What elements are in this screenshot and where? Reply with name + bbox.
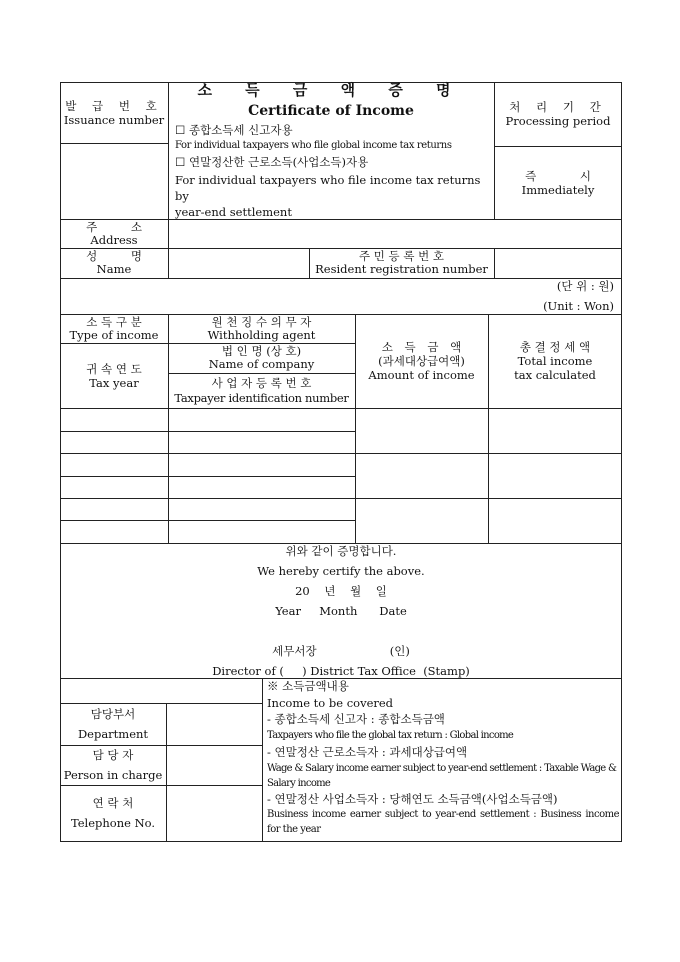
certify-english: We hereby certify the above. bbox=[257, 564, 425, 578]
director-korean: 세무서장 (인) bbox=[272, 644, 410, 658]
note-wage-korean: - 연말정산 근로소득자 : 과세대상급여액 bbox=[267, 745, 468, 759]
note-global-english: Taxpayers who file the global tax return : Global income bbox=[267, 729, 514, 741]
table-row[interactable] bbox=[60, 408, 622, 453]
note-wage-english: Wage & Salary income earner subject to year-end settlement : Taxable Wage & Salary income bbox=[267, 762, 617, 789]
issuance-number-label: 발 급 번 호 Issuance number bbox=[63, 98, 165, 127]
issuance-number-field[interactable] bbox=[60, 143, 168, 219]
notes-title-korean: ※ 소득금액내용 bbox=[267, 679, 349, 693]
person-in-charge-field[interactable] bbox=[166, 745, 262, 785]
type-of-income-header: 소 득 구 분 Type of income bbox=[69, 314, 159, 342]
date-english: Year Month Date bbox=[275, 604, 407, 618]
address-field[interactable] bbox=[168, 219, 622, 248]
tax-year-header: 귀 속 연 도 Tax year bbox=[86, 361, 142, 390]
date-korean: 20 년 월 일 bbox=[295, 584, 387, 598]
withholding-agent-header: 원 천 징 수 의 무 자 Withholding agent bbox=[207, 314, 316, 342]
tin-header: 사 업 자 등 록 번 호 Taxpayer identification number bbox=[174, 375, 349, 405]
person-in-charge-label: 담 당 자 Person in charge bbox=[63, 748, 163, 782]
amount-of-income-header: 소 득 금 액 (과세대상급여액) Amount of income bbox=[368, 340, 475, 382]
department-field[interactable] bbox=[166, 703, 262, 745]
telephone-field[interactable] bbox=[166, 785, 262, 841]
processing-period-label: 처 리 기 간 Processing period bbox=[505, 100, 611, 128]
title-english: Certificate of Income bbox=[248, 103, 414, 119]
notes-title-english: Income to be covered bbox=[267, 695, 394, 710]
title-korean: 소 득 금 액 증 명 bbox=[197, 81, 465, 99]
rrn-label: 주 민 등 록 번 호 Resident registration number bbox=[315, 249, 488, 276]
option-global-income-en: For individual taxpayers who file global income tax returns bbox=[175, 140, 452, 151]
option-year-end-en: For individual taxpayers who file income tax returns by year-end settlement bbox=[175, 173, 481, 219]
option-year-end-checkbox[interactable]: ☐ 연말정산한 근로소득(사업소득)자용 bbox=[175, 155, 369, 169]
director-english: Director of ( ) District Tax Office (Stamp) bbox=[212, 664, 470, 678]
telephone-label: 연 락 처 Telephone No. bbox=[70, 796, 156, 830]
total-tax-header: 총 결 정 세 액 Total income tax calculated bbox=[514, 340, 596, 382]
rrn-field[interactable] bbox=[494, 248, 622, 278]
table-row[interactable] bbox=[60, 498, 622, 543]
address-label: 주 소 Address bbox=[86, 219, 142, 247]
unit-korean: (단 위 : 원) bbox=[556, 279, 614, 293]
processing-period-value: 즉 시 Immediately bbox=[521, 168, 595, 197]
certify-korean: 위와 같이 증명합니다. bbox=[285, 544, 397, 558]
note-global-korean: - 종합소득세 신고자 : 종합소득금액 bbox=[267, 712, 445, 726]
option-global-income-checkbox[interactable]: ☐ 종합소득세 신고자용 bbox=[175, 123, 293, 137]
name-label: 성 명 Name bbox=[86, 249, 142, 276]
income-notes bbox=[267, 678, 619, 837]
unit-english: (Unit : Won) bbox=[543, 299, 614, 313]
company-name-header: 법 인 명 (상 호) Name of company bbox=[208, 344, 315, 371]
note-business-korean: - 연말정산 사업소득자 : 당해연도 소득금액(사업소득금액) bbox=[267, 791, 558, 806]
table-row[interactable] bbox=[60, 453, 622, 498]
note-business-english: Business income earner subject to year-end settlement : Business income for the year bbox=[267, 809, 619, 835]
name-field[interactable] bbox=[168, 248, 309, 278]
department-label: 담당부서 Department bbox=[77, 707, 149, 741]
